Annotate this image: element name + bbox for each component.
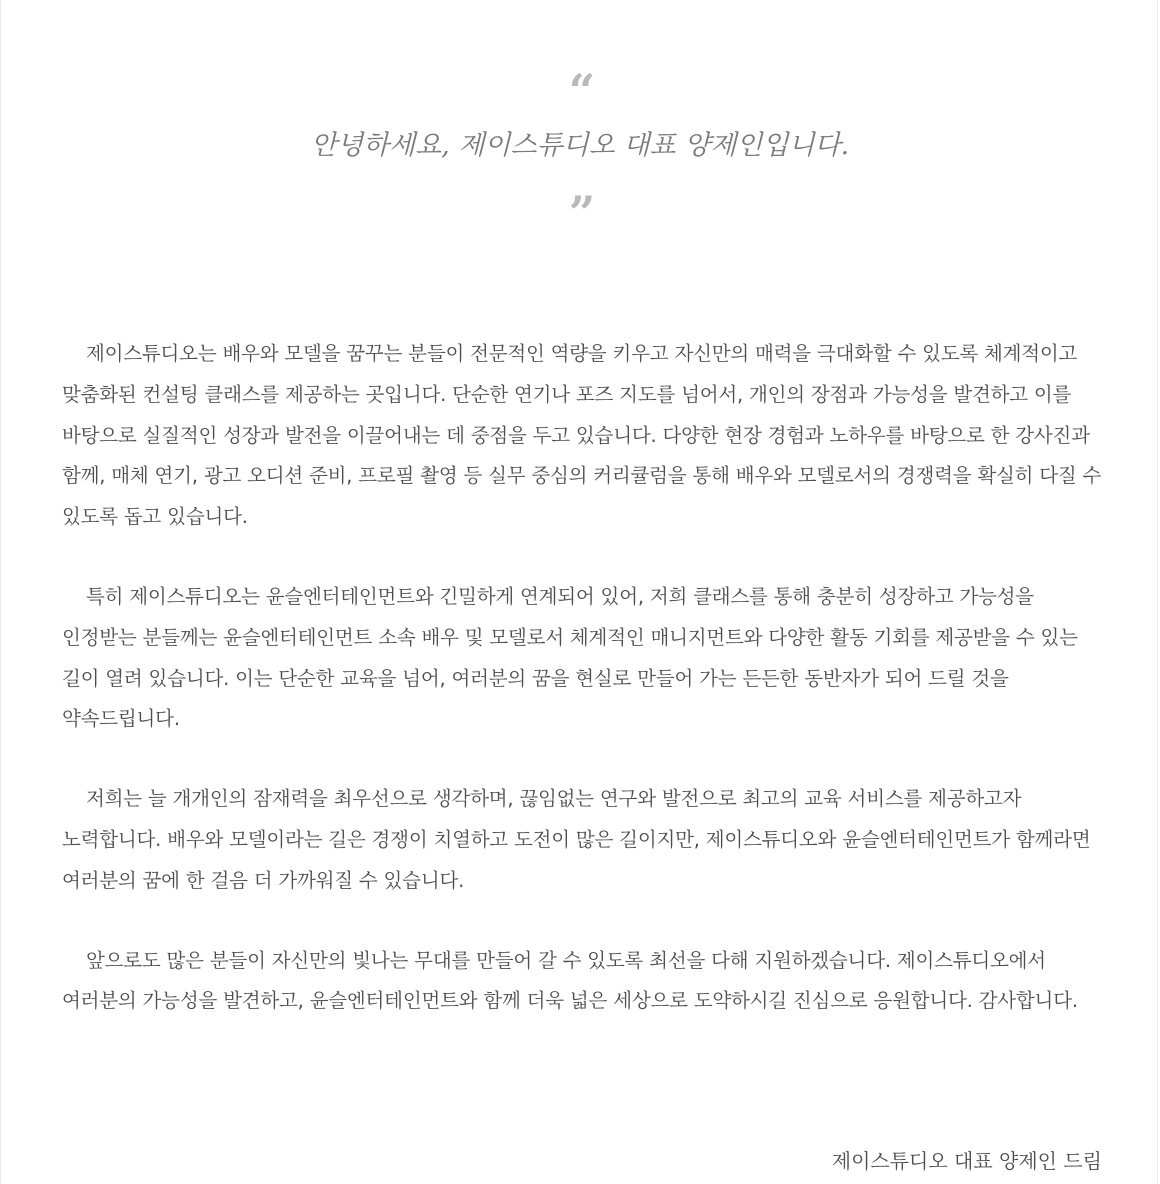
letter-paragraph-partnership: 특히 제이스튜디오는 윤슬엔터테인먼트와 긴밀하게 연계되어 있어, 저희 클래스를 통해 충분히 성장하고 가능성을 인정받는 분들께는 윤슬엔터테인먼트 소속 배우 및 모델로서 체계적인 매니지먼트와 다양한 활동 기회를 제공받을 수 있는 길이 열려 있습니다. 이는 단순한 교육을 넘어, 여러분의 꿈을 현실로 만들어 가는 든든한 동반자가 되어 드릴 것을 약속드립니다. bbox=[62, 584, 1078, 731]
letter-body bbox=[62, 334, 1102, 1061]
letter-paragraph-closing: 앞으로도 많은 분들이 자신만의 빛나는 무대를 만들어 갈 수 있도록 최선을 다해 지원하겠습니다. 제이스튜디오에서 여러분의 가능성을 발견하고, 윤슬엔터테인먼트와 함께 더욱 넓은 세상으로 도약하시길 진심으로 응원합니다. 감사합니다. bbox=[62, 948, 1078, 1013]
close-quote-icon: ” bbox=[568, 186, 592, 240]
letter-paragraph-intro: 제이스튜디오는 배우와 모델을 꿈꾸는 분들이 전문적인 역량을 키우고 자신만의 매력을 극대화할 수 있도록 체계적이고 맞춤화된 컨설팅 클래스를 제공하는 곳입니다. 단순한 연기나 포즈 지도를 넘어서, 개인의 장점과 가능성을 발견하고 이를 바탕으로 실질적인 성장과 발전을 이끌어내는 데 중점을 두고 있습니다. 다양한 현장 경험과 노하우를 바탕으로 한 강사진과 함께, 매체 연기, 광고 오디션 준비, 프로필 촬영 등 실무 중심의 커리큘럼을 통해 배우와 모델로서의 경쟁력을 확실히 다질 수 있도록 돕고 있습니다. bbox=[62, 342, 1102, 529]
letter-paragraph-commitment: 저희는 늘 개개인의 잠재력을 최우선으로 생각하며, 끊임없는 연구와 발전으로 최고의 교육 서비스를 제공하고자 노력합니다. 배우와 모델이라는 길은 경쟁이 치열하고 도전이 많은 길이지만, 제이스튜디오와 윤슬엔터테인먼트가 함께라면 여러분의 꿈에 한 걸음 더 가까워질 수 있습니다. bbox=[62, 787, 1091, 892]
open-quote-icon: “ bbox=[568, 64, 592, 118]
signature: 제이스튜디오 대표 양제인 드림 bbox=[831, 1149, 1102, 1173]
greeting-heading: 안녕하세요, 제이스튜디오 대표 양제인입니다. bbox=[310, 130, 850, 161]
